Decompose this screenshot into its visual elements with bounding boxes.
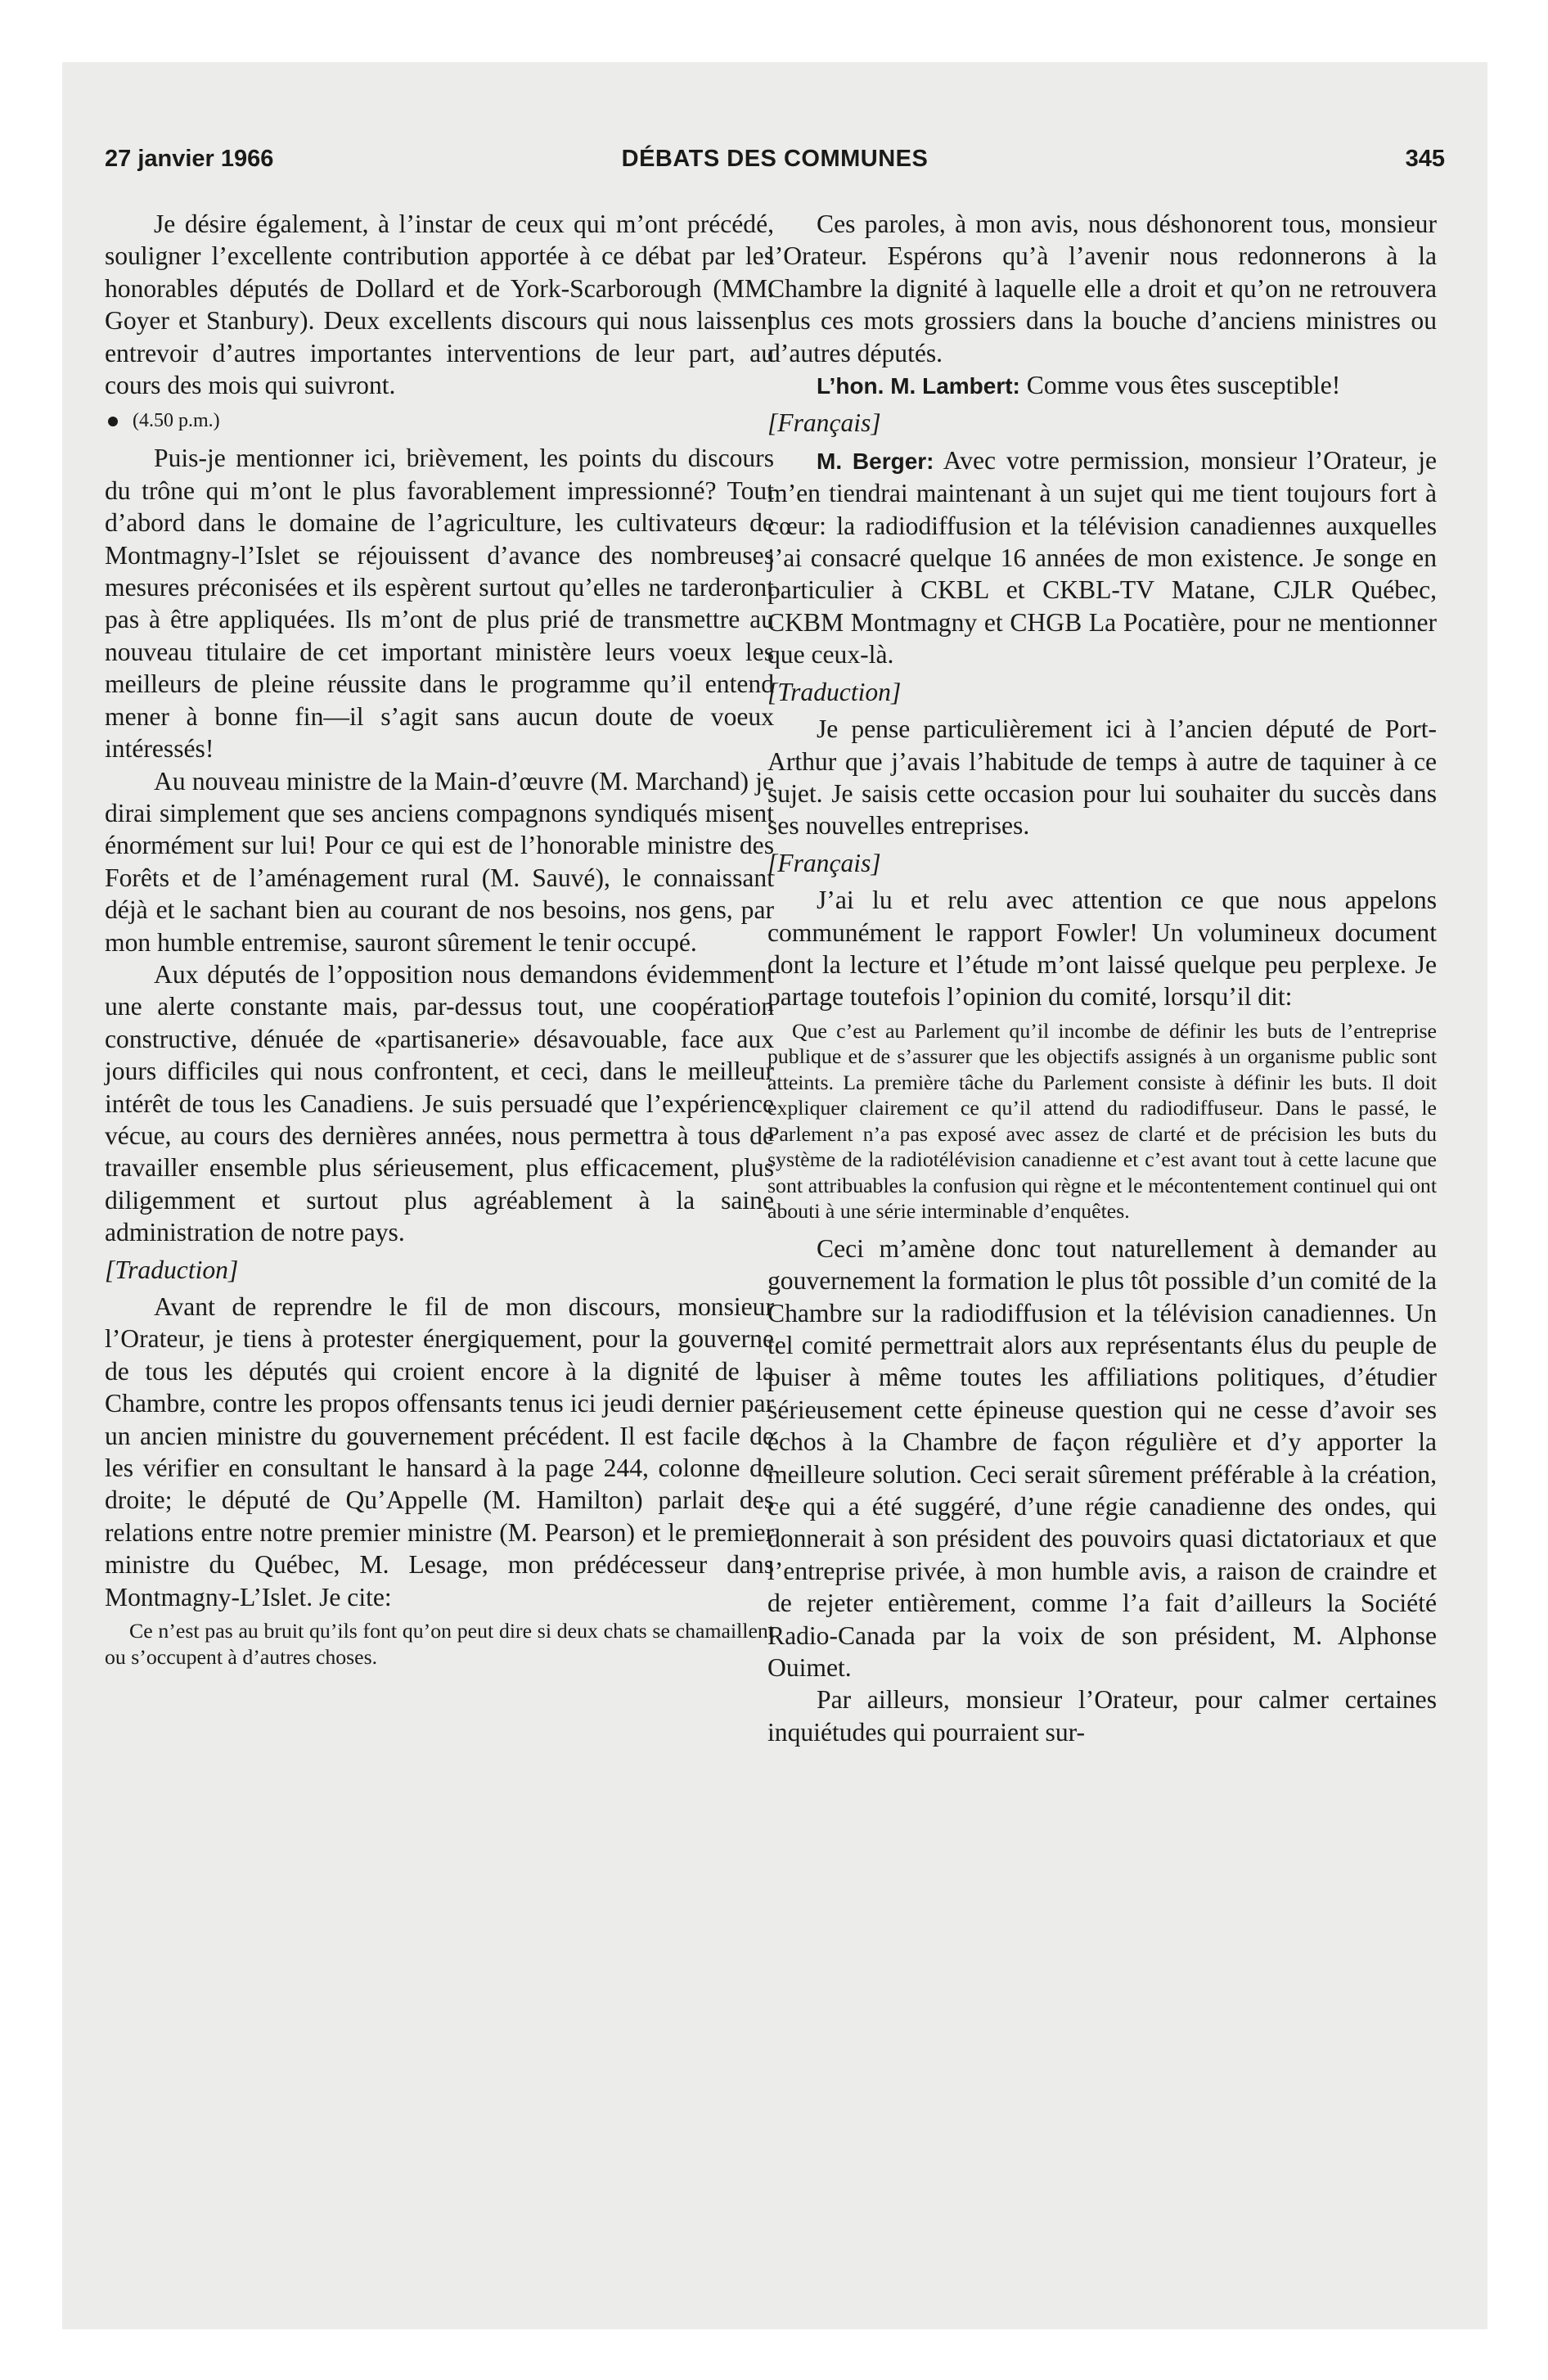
paragraph: Ceci m’amène donc tout naturellement à demander au gouvernement la formation le plus tôt possible d’un comité de la Chambre sur la radiodiffusion et la télévision canadiennes. Un tel comité permettrait alors aux représentants élus du peuple de puiser à même toutes les affiliations politiques, d’étudier sérieusement cette épineuse question qui ne cesse d’avoir ses échos à la Chambre de façon régulière et d’y apporter la meilleure solution. Ceci serait sûrement préférable à la création, ce qui a été suggéré, d’une régie canadienne des ondes, qui donnerait à son président des pouvoirs quasi dictatoriaux et que l’entreprise privée, à mon humble avis, a raison de craindre et de rejeter entièrement, comme l’a fait d’ailleurs la Société Radio-Canada par la voix de son président, M. Alphonse Ouimet.	[767, 1233, 1437, 1683]
page-header	[105, 146, 1445, 178]
page	[62, 62, 1487, 2329]
paragraph: Au nouveau ministre de la Main-d’œuvre (M. Marchand) je dirai simplement que ses anciens compagnons syndiqués misent énormément sur lui! Pour ce qui est de l’honorable ministre des Forêts et de l’aménagement rural (M. Sauvé), le connaissant déjà et le sachant bien au courant de nos besoins, nos gens, par mon humble entremise, sauront sûrement le tenir occupé.	[105, 766, 774, 957]
section-label: [Français]	[767, 848, 881, 877]
bullet-icon	[108, 417, 118, 426]
timestamp-text: (4.50 p.m.)	[133, 410, 220, 432]
speech-text: Comme vous êtes susceptible!	[1026, 371, 1341, 400]
header-date: 27 janvier 1966	[105, 146, 274, 172]
paragraph: Par ailleurs, monsieur l’Orateur, pour calmer certaines inquiétudes qui pourraient sur-	[767, 1685, 1437, 1747]
paragraph: Avant de reprendre le fil de mon discours, monsieur l’Orateur, je tiens à protester énergiquement, pour la gouverne de tous les députés qui croient encore à la dignité de la Chambre, contre les propos offensants tenus ici jeudi dernier par un ancien ministre du gouvernement précédent. Il est facile de les vérifier en consultant le hansard à la page 244, colonne de droite; le député de Qu’Appelle (M. Hamilton) parlait des relations entre notre premier ministre (M. Pearson) et le premier ministre du Québec, M. Lesage, mon prédécesseur dans Montmagny-L’Islet. Je cite:	[105, 1292, 774, 1611]
section-label: [Traduction]	[767, 677, 902, 706]
timestamp	[105, 408, 774, 434]
section-label: [Traduction]	[105, 1255, 239, 1284]
quote-text: Que c’est au Parlement qu’il incombe de définir les buts de l’entreprise publique et de s’assurer que les objectifs assignés à un organisme public sont atteints. La première tâche du Parlement consiste à définir les buts. Il doit expliquer clairement ce qu’il attend du radiodiffuseur. Dans le passé, le Parlement n’a pas exposé avec assez de clarté et de précision les buts du système de la radiotélévision canadienne et c’est avant tout à cette lacune que sont attribuables la confusion qui règne et le mécontentement continuel qui ont abouti à une série interminable d’enquêtes.	[767, 1018, 1437, 1224]
paragraph	[767, 369, 1437, 402]
paragraph: Je désire également, à l’instar de ceux qui m’ont précédé, souligner l’excellente contribution apportée à ce débat par les honorables députés de Dollard et de York-Scarborough (MM. Goyer et Stanbury). Deux excellents discours qui nous laissent entrevoir d’autres importantes interventions de leur part, au cours des mois qui suivront.	[105, 210, 774, 400]
section-label: [Français]	[767, 408, 881, 438]
speaker-name: L’hon. M. Lambert:	[817, 373, 1020, 399]
block-quote	[105, 1618, 774, 1670]
paragraph: Aux députés de l’opposition nous demandons évidemment une alerte constante mais, par-dessus tout, une coopération constructive, dénuée de «partisanerie» désavouable, face aux jours difficiles qui nous confrontent, et ceci, dans le meilleur intérêt de tous les Canadiens. Je suis persuadé que l’expérience vécue, au cours des dernières années, nous permettra à tous de travailler ensemble plus sérieusement, plus efficacement, plus diligemment et surtout plus agréablement à la saine administration de notre pays.	[105, 959, 774, 1247]
left-column	[105, 208, 774, 1678]
paragraph: Je pense particulièrement ici à l’ancien député de Port-Arthur que j’avais l’habitude de temps à autre de taquiner à ce sujet. Je saisis cette occasion pour lui souhaiter du succès dans ses nouvelles entreprises.	[767, 714, 1437, 841]
block-quote	[767, 1018, 1437, 1224]
speech-text: Avec votre permission, monsieur l’Orateur, je m’en tiendrai maintenant à un sujet qui me tient toujours fort à cœur: la radiodiffusion et la télévision canadiennes auxquelles j’ai consacré quelque 16 années de mon existence. Je songe en particulier à CKBL et CKBL-TV Matane, CJLR Québec, CKBM Montmagny et CHGB La Pocatière, pour ne mentionner que ceux-là.	[767, 445, 1437, 669]
paragraph	[767, 444, 1437, 671]
header-title: DÉBATS DES COMMUNES	[621, 146, 929, 172]
quote-text: Ce n’est pas au bruit qu’ils font qu’on peut dire si deux chats se chamaillent ou s’occupent à d’autres choses.	[105, 1619, 774, 1669]
speaker-name: M. Berger:	[817, 448, 934, 474]
page-number: 345	[1405, 146, 1445, 172]
paragraph: Ces paroles, à mon avis, nous déshonorent tous, monsieur l’Orateur. Espérons qu’à l’avenir nous redonnerons à la Chambre la dignité à laquelle elle a droit et qu’on ne retrouvera plus ces mots grossiers dans la bouche d’anciens ministres ou d’autres députés.	[767, 210, 1437, 367]
paragraph: Puis-je mentionner ici, brièvement, les points du discours du trône qui m’ont le plus favorablement impressionné? Tout d’abord dans le domaine de l’agriculture, les cultivateurs de Montmagny-l’Islet se réjouissent d’avance des nombreuses mesures préconisées et ils espèrent surtout qu’elles ne tarderont pas à être appliquées. Ils m’ont de plus prié de transmettre au nouveau titulaire de cet important ministère leurs voeux les meilleurs de pleine réussite dans le programme qu’il entend mener à bonne fin—il s’agit sans aucun doute de voeux intéressés!	[105, 444, 774, 764]
paragraph: J’ai lu et relu avec attention ce que nous appelons communément le rapport Fowler! Un volumineux document dont la lecture et l’étude m’ont laissé quelque peu perplexe. Je partage toutefois l’opinion du comité, lorsqu’il dit:	[767, 886, 1437, 1012]
right-column	[767, 208, 1437, 1748]
